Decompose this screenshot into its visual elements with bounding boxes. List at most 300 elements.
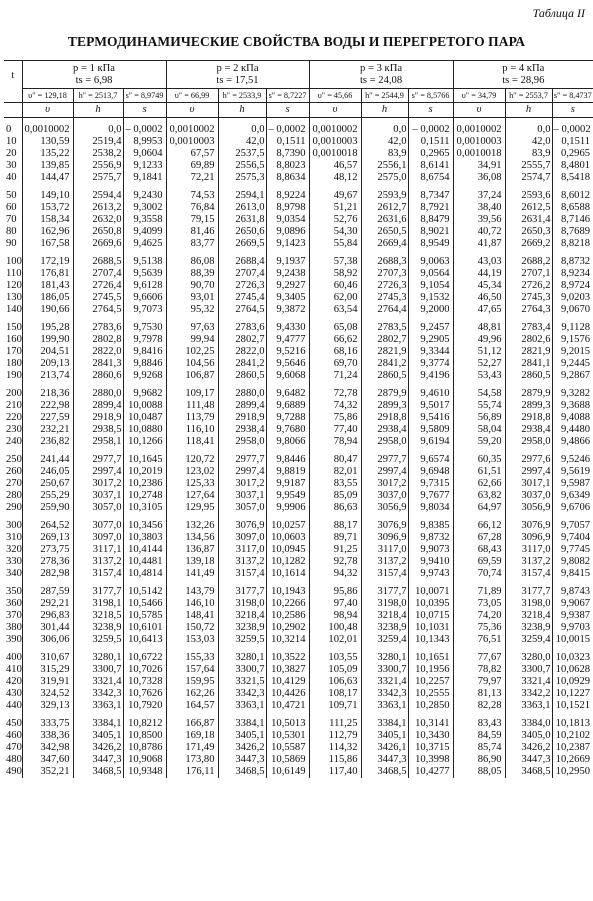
table-header [4,61,593,118]
sat-h-4: h″ = 2553,7 [505,89,552,103]
entropy-cell: 10,2102 [552,730,593,742]
enthalpy-cell: 2821,9 [361,346,408,358]
specific-volume-cell: 139,85 [22,160,73,172]
table-row [4,664,593,676]
specific-volume-cell: 159,95 [166,676,218,688]
specific-volume-cell: 88,39 [166,268,218,280]
specific-volume-cell: 75,86 [309,412,361,424]
enthalpy-cell: 3096,9 [505,532,552,544]
specific-volume-cell: 62,00 [309,292,361,304]
sat-s-3: s″ = 8,5766 [408,89,453,103]
enthalpy-cell: 3198,1 [73,598,123,610]
enthalpy-cell: 3342,2 [505,688,552,700]
specific-volume-cell: 86,08 [166,256,218,268]
entropy-cell: 8,9224 [266,190,309,202]
entropy-cell: 10,2669 [552,754,593,766]
entropy-cell: 9,1128 [552,322,593,334]
table-row [4,334,593,346]
enthalpy-cell: 2860,5 [505,370,552,382]
enthalpy-cell: 2783,6 [73,322,123,334]
entropy-cell: 9,7530 [123,322,166,334]
specific-volume-cell: 0,0010018 [453,148,505,160]
entropy-cell: 8,9724 [552,280,593,292]
enthalpy-cell: 2593,9 [361,190,408,202]
specific-volume-cell: 333,75 [22,718,73,730]
enthalpy-cell: 3037,0 [361,490,408,502]
entropy-cell: 9,4625 [123,238,166,250]
specific-volume-cell: 36,08 [453,172,505,184]
table-row [4,400,593,412]
symbol-s: s [552,103,593,118]
specific-volume-cell: 83,77 [166,238,218,250]
enthalpy-cell: 3405,0 [505,730,552,742]
specific-volume-cell: 338,36 [22,730,73,742]
enthalpy-cell: 2918,8 [505,412,552,424]
enthalpy-cell: 2958,0 [505,436,552,448]
enthalpy-cell: 3447,3 [361,754,408,766]
table-row [4,676,593,688]
enthalpy-cell: 3218,4 [218,610,266,622]
entropy-cell: 9,8819 [266,466,309,478]
specific-volume-cell: 88,05 [453,766,505,778]
entropy-cell: 10,4814 [123,568,166,580]
specific-volume-cell: 157,64 [166,664,218,676]
entropy-cell: 8,7390 [266,148,309,160]
specific-volume-cell: 0,0010002 [166,118,218,137]
entropy-cell: 8,9798 [266,202,309,214]
entropy-cell: 10,1227 [552,688,593,700]
symbol-v: υ [309,103,361,118]
entropy-cell: 9,6349 [552,490,593,502]
entropy-cell: 10,7626 [123,688,166,700]
entropy-cell: 9,9410 [408,556,453,568]
entropy-cell: 8,6754 [408,172,453,184]
specific-volume-cell: 79,97 [453,676,505,688]
entropy-cell: 9,6194 [408,436,453,448]
enthalpy-cell: 3405,1 [361,730,408,742]
specific-volume-cell: 319,91 [22,676,73,688]
pressure-header-4: p = 4 кПа [453,61,593,76]
specific-volume-cell: 91,25 [309,544,361,556]
symbol-v: υ [22,103,73,118]
specific-volume-cell: 149,10 [22,190,73,202]
entropy-cell: 9,2927 [266,280,309,292]
specific-volume-cell: 53,43 [453,370,505,382]
specific-volume-cell: 67,28 [453,532,505,544]
specific-volume-cell: 84,59 [453,730,505,742]
specific-volume-cell: 255,29 [22,490,73,502]
entropy-cell: 9,9682 [123,388,166,400]
entropy-cell: 9,5246 [552,454,593,466]
entropy-cell: 8,8732 [552,256,593,268]
entropy-cell: 0,2965 [408,148,453,160]
enthalpy-cell: 2841,2 [361,358,408,370]
entropy-cell: 9,3558 [123,214,166,226]
entropy-cell: 9,2438 [266,268,309,280]
temperature-cell: 230 [6,424,22,435]
entropy-cell: 10,8212 [123,718,166,730]
entropy-cell: 10,5466 [123,598,166,610]
specific-volume-cell: 74,53 [166,190,218,202]
specific-volume-cell: 113,79 [166,412,218,424]
enthalpy-cell: 2726,4 [73,280,123,292]
specific-volume-cell: 232,21 [22,424,73,436]
table-row [4,190,593,202]
entropy-cell: 9,9187 [266,478,309,490]
entropy-cell: 10,3214 [266,634,309,646]
enthalpy-cell: 2613,0 [218,202,266,214]
enthalpy-cell: 2879,9 [361,388,408,400]
entropy-cell: 10,5013 [266,718,309,730]
entropy-cell: 10,0395 [408,598,453,610]
symbol-h: h [361,103,408,118]
entropy-cell: 10,3456 [123,520,166,532]
entropy-cell: 8,6588 [552,202,593,214]
specific-volume-cell: 0,0010002 [309,118,361,137]
entropy-cell: 10,1943 [266,586,309,598]
entropy-cell: 10,1282 [266,556,309,568]
enthalpy-cell: 3468,5 [73,766,123,778]
temperature-cell: 310 [6,532,22,543]
entropy-cell: 8,8218 [552,238,593,250]
entropy-cell: 9,7978 [123,334,166,346]
specific-volume-cell: 116,10 [166,424,218,436]
entropy-cell: 10,6149 [266,766,309,778]
specific-volume-cell: 0,0010002 [453,118,505,137]
temperature-cell: 260 [6,466,22,477]
entropy-cell: 8,9234 [552,268,593,280]
entropy-cell: 9,7745 [552,544,593,556]
enthalpy-cell: 2783,5 [361,322,408,334]
saturated-vapor-row [4,89,593,103]
specific-volume-cell: 109,71 [309,700,361,712]
specific-volume-cell: 241,44 [22,454,73,466]
entropy-cell: – 0,0002 [266,118,309,137]
enthalpy-cell: 0,0 [73,118,123,137]
table-row [4,280,593,292]
entropy-cell: 9,9703 [552,622,593,634]
specific-volume-cell: 324,52 [22,688,73,700]
enthalpy-cell: 2899,4 [73,400,123,412]
temperature-cell: 60 [6,202,17,213]
enthalpy-cell: 2707,4 [73,268,123,280]
entropy-cell: 9,6482 [266,388,309,400]
entropy-cell: 9,2905 [408,334,453,346]
entropy-cell: 10,1645 [123,454,166,466]
enthalpy-cell: 3363,1 [361,700,408,712]
sat-h-1: h″ = 2513,7 [73,89,123,103]
enthalpy-cell: 3017,2 [361,478,408,490]
specific-volume-cell: 155,33 [166,652,218,664]
temperature-cell: 430 [6,688,22,699]
enthalpy-cell: 42,0 [505,136,552,148]
specific-volume-cell: 103,55 [309,652,361,664]
temperature-column-header: t [4,61,22,89]
symbol-s: s [123,103,166,118]
symbol-h: h [73,103,123,118]
entropy-cell: 10,1813 [552,718,593,730]
enthalpy-cell: 3300,7 [505,664,552,676]
entropy-cell: 9,6948 [408,466,453,478]
enthalpy-cell: 42,0 [218,136,266,148]
table-row [4,358,593,370]
specific-volume-cell: 118,41 [166,436,218,448]
entropy-cell: 10,1956 [408,664,453,676]
entropy-cell: 9,6068 [266,370,309,382]
specific-volume-cell: 171,49 [166,742,218,754]
specific-volume-cell: 0,0010003 [166,136,218,148]
entropy-cell: 9,0896 [266,226,309,238]
entropy-cell: 8,7146 [552,214,593,226]
temperature-cell: 50 [6,190,17,201]
enthalpy-cell: 83,9 [505,148,552,160]
enthalpy-cell: 3321,5 [218,676,266,688]
entropy-cell: 9,4480 [552,424,593,436]
enthalpy-cell: 3218,4 [361,610,408,622]
entropy-cell: 9,5416 [408,412,453,424]
temperature-cell: 290 [6,502,22,513]
saturation-temperature-1: ts = 6,98 [22,75,166,89]
entropy-cell: 9,4088 [552,412,593,424]
entropy-cell: 9,3002 [123,202,166,214]
temperature-cell: 370 [6,610,22,621]
specific-volume-cell: 213,74 [22,370,73,382]
specific-volume-cell: 114,32 [309,742,361,754]
specific-volume-cell: 69,59 [453,556,505,568]
specific-volume-cell: 63,54 [309,304,361,316]
table-row [4,292,593,304]
entropy-cell: 8,8634 [266,172,309,184]
specific-volume-cell: 67,57 [166,148,218,160]
enthalpy-cell: 2899,3 [361,400,408,412]
temperature-cell: 190 [6,370,22,381]
enthalpy-cell: 2802,7 [361,334,408,346]
enthalpy-cell: 3177,7 [73,586,123,598]
specific-volume-cell: 209,13 [22,358,73,370]
enthalpy-cell: 3384,0 [505,718,552,730]
entropy-cell: 10,5142 [123,586,166,598]
specific-volume-cell: 97,40 [309,598,361,610]
specific-volume-cell: 64,97 [453,502,505,514]
temperature-cell: 410 [6,664,22,675]
specific-volume-cell: 329,13 [22,700,73,712]
temperature-cell: 90 [6,238,17,249]
entropy-cell: 9,2430 [123,190,166,202]
entropy-cell: 9,8846 [123,358,166,370]
specific-volume-cell: 34,91 [453,160,505,172]
entropy-cell: 9,1532 [408,292,453,304]
enthalpy-cell: 2669,2 [505,238,552,250]
enthalpy-cell: 2997,4 [73,466,123,478]
enthalpy-cell: 3057,0 [218,502,266,514]
specific-volume-cell: 246,05 [22,466,73,478]
table-row [4,412,593,424]
specific-volume-cell: 190,66 [22,304,73,316]
specific-volume-cell: 199,90 [22,334,73,346]
table-row [4,754,593,766]
enthalpy-cell: 2764,3 [505,304,552,316]
table-row [4,718,593,730]
enthalpy-cell: 3321,4 [73,676,123,688]
enthalpy-cell: 3057,0 [73,502,123,514]
enthalpy-cell: 2726,3 [218,280,266,292]
enthalpy-cell: 2841,3 [73,358,123,370]
entropy-cell: 10,0257 [266,520,309,532]
enthalpy-cell: 2977,6 [505,454,552,466]
entropy-cell: 10,2555 [408,688,453,700]
entropy-cell: 9,4866 [552,436,593,448]
entropy-cell: 9,8066 [266,436,309,448]
specific-volume-cell: 71,24 [309,370,361,382]
enthalpy-cell: 2612,7 [361,202,408,214]
enthalpy-cell: 0,0 [505,118,552,137]
enthalpy-cell: 3405,1 [73,730,123,742]
table-row [4,502,593,514]
temperature-cell: 80 [6,226,17,237]
entropy-cell: 9,0670 [552,304,593,316]
enthalpy-cell: 3037,0 [505,490,552,502]
entropy-cell: 9,3282 [552,388,593,400]
specific-volume-cell: 72,21 [166,172,218,184]
specific-volume-cell: 85,09 [309,490,361,502]
enthalpy-cell: 2574,7 [505,172,552,184]
table-row [4,268,593,280]
specific-volume-cell: 60,35 [453,454,505,466]
enthalpy-cell: 2575,3 [218,172,266,184]
specific-volume-cell: 0,0010003 [453,136,505,148]
specific-volume-cell: 352,21 [22,766,73,778]
entropy-cell: 9,5639 [123,268,166,280]
sat-h-3: h″ = 2544,9 [361,89,408,103]
specific-volume-cell: 56,89 [453,412,505,424]
entropy-cell: 10,6413 [123,634,166,646]
table-row [4,388,593,400]
enthalpy-cell: 2650,5 [361,226,408,238]
specific-volume-cell: 38,40 [453,202,505,214]
entropy-cell: 10,2902 [266,622,309,634]
table-row [4,214,593,226]
entropy-cell: 8,8023 [266,160,309,172]
specific-volume-cell: 74,32 [309,400,361,412]
enthalpy-cell: 2688,4 [218,256,266,268]
table-row [4,586,593,598]
temperature-cell: 390 [6,634,22,645]
specific-volume-cell: 296,83 [22,610,73,622]
enthalpy-cell: 2632,0 [73,214,123,226]
entropy-cell: 10,5587 [266,742,309,754]
enthalpy-cell: 3137,2 [218,556,266,568]
temperature-cell: 270 [6,478,22,489]
entropy-cell: 9,9743 [408,568,453,580]
enthalpy-cell: 2938,4 [505,424,552,436]
entropy-cell: 10,3827 [266,664,309,676]
enthalpy-cell: 2958,1 [73,436,123,448]
enthalpy-cell: 3137,2 [505,556,552,568]
entropy-cell: 9,6706 [552,502,593,514]
specific-volume-cell: 97,63 [166,322,218,334]
temperature-cell: 470 [6,742,22,753]
entropy-cell: 9,5138 [123,256,166,268]
enthalpy-cell: 2519,4 [73,136,123,148]
entropy-cell: 9,7288 [266,412,309,424]
specific-volume-cell: 69,70 [309,358,361,370]
symbol-s: s [266,103,309,118]
symbol-h: h [505,103,552,118]
enthalpy-cell: 2977,7 [73,454,123,466]
specific-volume-cell: 269,13 [22,532,73,544]
enthalpy-cell: 2997,4 [505,466,552,478]
enthalpy-cell: 2918,9 [73,412,123,424]
entropy-cell: 10,2850 [408,700,453,712]
entropy-cell: 9,0203 [552,292,593,304]
specific-volume-cell: 37,24 [453,190,505,202]
entropy-cell: 10,1266 [123,436,166,448]
enthalpy-cell: 2997,4 [218,466,266,478]
entropy-cell: 9,8034 [408,502,453,514]
specific-volume-cell: 134,56 [166,532,218,544]
specific-volume-cell: 164,57 [166,700,218,712]
enthalpy-cell: 3342,3 [361,688,408,700]
specific-volume-cell: 43,03 [453,256,505,268]
entropy-cell: – 0,0002 [123,118,166,137]
enthalpy-cell: 3117,0 [361,544,408,556]
temperature-cell: 330 [6,556,22,567]
enthalpy-cell: 2764,5 [73,304,123,316]
enthalpy-cell: 3137,2 [73,556,123,568]
specific-volume-cell: 162,96 [22,226,73,238]
entropy-cell: 10,3105 [123,502,166,514]
table-row [4,370,593,382]
entropy-cell: 8,6141 [408,160,453,172]
specific-volume-cell: 109,17 [166,388,218,400]
enthalpy-cell: 3405,1 [218,730,266,742]
symbol-h: h [218,103,266,118]
temperature-cell: 30 [6,160,17,171]
entropy-cell: 10,0880 [123,424,166,436]
specific-volume-cell: 58,92 [309,268,361,280]
table-row [4,118,593,137]
temperature-cell: 160 [6,334,22,345]
entropy-cell: 9,4777 [266,334,309,346]
enthalpy-cell: 3259,4 [505,634,552,646]
enthalpy-cell: 3198,0 [505,598,552,610]
table-row [4,490,593,502]
temperature-cell: 420 [6,676,22,687]
enthalpy-cell: 2650,8 [73,226,123,238]
temperature-cell: 130 [6,292,22,303]
specific-volume-cell: 153,72 [22,202,73,214]
enthalpy-cell: 2707,1 [505,268,552,280]
enthalpy-cell: 3096,9 [361,532,408,544]
specific-volume-cell: 195,28 [22,322,73,334]
entropy-cell: 10,0945 [266,544,309,556]
entropy-cell: 9,7404 [552,532,593,544]
table-row [4,304,593,316]
entropy-cell: 10,9348 [123,766,166,778]
entropy-cell: 10,1343 [408,634,453,646]
entropy-cell: 10,2586 [266,610,309,622]
document-title: ТЕРМОДИНАМИЧЕСКИЕ СВОЙСТВА ВОДЫ И ПЕРЕГРЕТОГО ПАРА [67,34,526,49]
specific-volume-cell: 63,82 [453,490,505,502]
specific-volume-cell: 310,67 [22,652,73,664]
entropy-cell: 9,9073 [408,544,453,556]
entropy-cell: 9,5017 [408,400,453,412]
temperature-cell: 250 [6,454,22,465]
enthalpy-cell: 3117,0 [218,544,266,556]
temperature-cell: 140 [6,304,22,315]
specific-volume-cell: 55,84 [309,238,361,250]
specific-volume-cell: 99,94 [166,334,218,346]
